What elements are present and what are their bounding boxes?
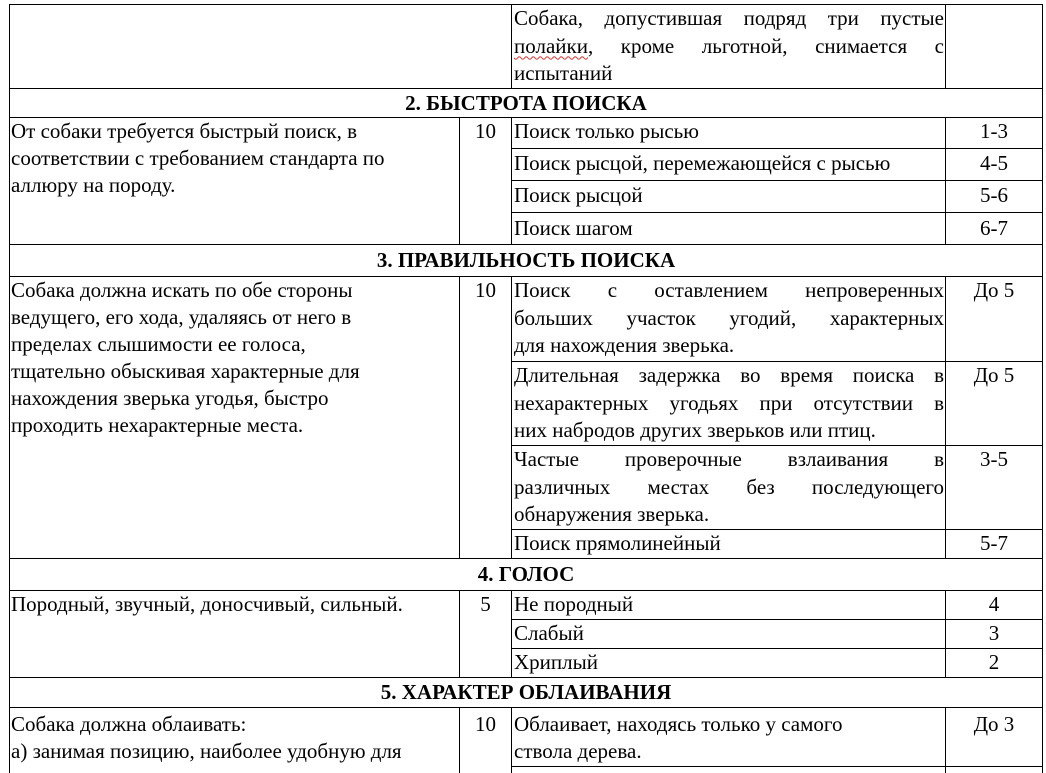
penalty-points: До 5 — [973, 363, 1015, 387]
penalty-text: Поиск прямолинейный — [514, 531, 721, 555]
penalty-points: До 3 — [973, 712, 1015, 736]
penalty-points: 4 — [988, 592, 1000, 616]
section-heading: 5. ХАРАКТЕР ОБЛАИВАНИЯ — [380, 680, 672, 704]
penalty-text: Частые проверочные взлаивания в различных местах без последующего обнаружения зверька. — [514, 447, 944, 526]
penalty-points: 5-6 — [980, 183, 1008, 207]
penalty-text: Поиск рысцой — [514, 183, 643, 207]
penalty-text: Поиск рысцой, перемежающейся с рысью — [514, 151, 891, 175]
section-heading: 4. ГОЛОС — [477, 562, 575, 586]
penalty-text: Облаивает, находясь только у самого ствола дерева. — [514, 712, 843, 763]
top-note-line: полайки, кроме льготной, снимается с — [514, 33, 944, 58]
penalty-text: Не породный — [514, 592, 634, 616]
penalty-text: Поиск только рысью — [514, 119, 699, 143]
requirement-text: Собака должна облаивать: а) занимая позицию, наиболее удобную для — [11, 712, 402, 763]
top-note — [514, 5, 944, 88]
penalty-points: 4-5 — [980, 151, 1008, 175]
section-heading: 2. БЫСТРОТА ПОИСКА — [405, 91, 647, 115]
max-points: 10 — [475, 119, 496, 143]
top-note-line: Собака, допустившая подряд три пустые — [514, 6, 944, 30]
max-points: 5 — [480, 592, 491, 616]
penalty-text: Поиск с оставлением непроверенных больших участок угодий, характерных для нахождения зверька. — [514, 278, 944, 357]
penalty-points: До 5 — [973, 278, 1015, 302]
penalty-points: 2 — [988, 650, 1000, 674]
penalty-points: 3-5 — [980, 447, 1008, 471]
max-points: 10 — [475, 712, 496, 736]
penalty-points: 3 — [988, 621, 1000, 645]
requirement-text: От собаки требуется быстрый поиск, в соответствии с требованием стандарта по аллюру на породу. — [11, 119, 385, 197]
penalty-text: Хриплый — [514, 650, 598, 674]
penalty-points: 5-7 — [980, 531, 1008, 555]
penalty-points: 1-3 — [980, 119, 1008, 143]
max-points: 10 — [475, 278, 496, 302]
section-heading: 3. ПРАВИЛЬНОСТЬ ПОИСКА — [376, 248, 676, 272]
requirement-text: Породный, звучный, доносчивый, сильный. — [11, 592, 403, 616]
penalty-points: 6-7 — [980, 216, 1008, 240]
penalty-text: Поиск шагом — [514, 216, 633, 240]
penalty-text: Слабый — [514, 621, 584, 645]
penalty-text: Длительная задержка во время поиска в нехарактерных угодьях при отсутствии в них набродов других зверьков или птиц. — [514, 363, 944, 442]
top-note-line: испытаний — [514, 61, 613, 85]
requirement-text: Собака должна искать по обе стороны ведущего, его хода, удаляясь от него в пределах слышимости ее голоса, тщательно обыскивая характерные для нахождения зверька угодья, быстро проходить нехарактерные места. — [11, 278, 360, 437]
